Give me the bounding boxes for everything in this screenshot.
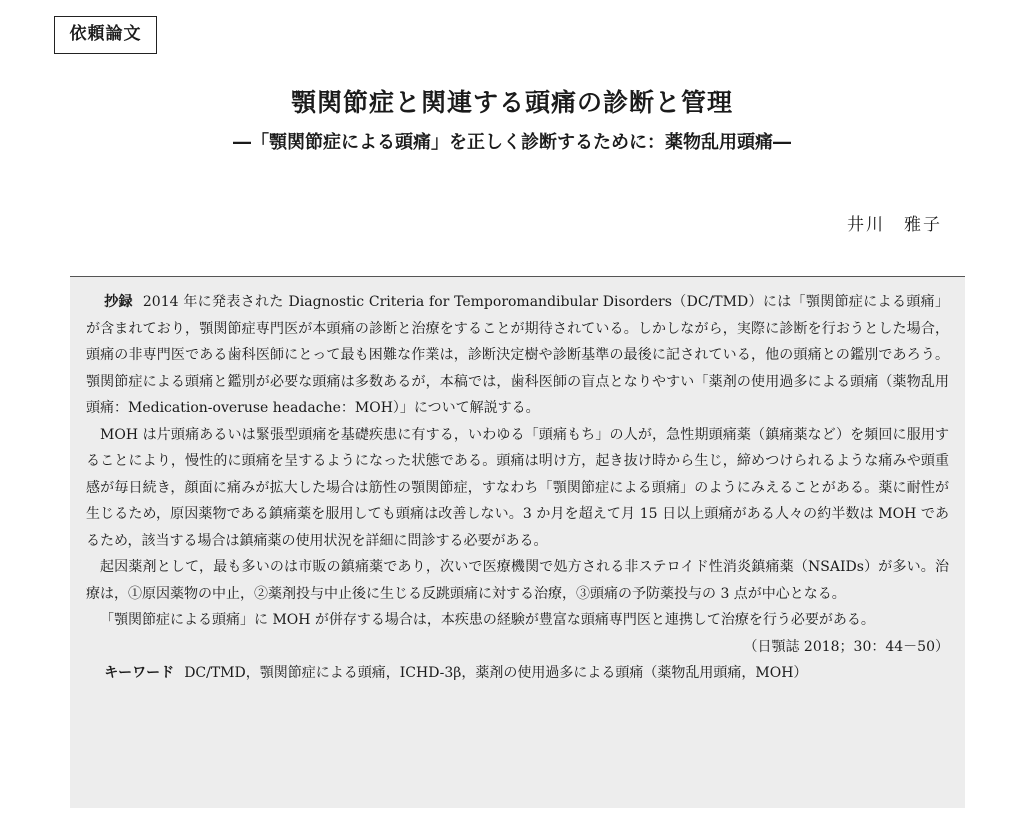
keywords-label: キーワード bbox=[104, 664, 175, 681]
citation: （日顎誌 2018；30：44－50） bbox=[743, 638, 949, 655]
abstract-paragraph: 起因薬剤として，最も多いのは市販の鎮痛薬であり，次いで医療機関で処方される非ステロイド性消炎鎮痛薬（NSAIDs）が多い。治療は，①原因薬物の中止，②薬剤投与中止後に生じる反跳頭痛に対する治療，③頭痛の予防薬投与の 3 点が中心となる。 bbox=[86, 559, 949, 602]
paper-title: 顎関節症と関連する頭痛の診断と管理 bbox=[290, 88, 733, 117]
keywords-text: DC/TMD，顎関節症による頭痛，ICHD-3β，薬剤の使用過多による頭痛（薬物乱用頭痛，MOH） bbox=[184, 664, 808, 681]
abstract-label: 抄録 bbox=[104, 294, 133, 310]
paper-subtitle: ―「顎関節症による頭痛」を正しく診断するために：薬物乱用頭痛― bbox=[233, 132, 791, 153]
abstract-box bbox=[70, 276, 965, 808]
abstract-paragraph bbox=[86, 289, 949, 422]
abstract-paragraph: 「顎関節症による頭痛」に MOH が併存する場合は，本疾患の経験が豊富な頭痛専門医と連携して治療を行う必要がある。 bbox=[100, 612, 875, 628]
keywords-line bbox=[86, 660, 949, 686]
abstract-paragraph-text: 2014 年に発表された Diagnostic Criteria for Temporomandibular Disorders（DC/TMD）には「顎関節症による頭痛」が含まれており，顎関節症専門医が本頭痛の診断と治療をすることが期待されている。しかしながら，実際に診断を行おうとした場合，頭痛の非専門医である歯科医師にとって最も困難な作業は，診断決定樹や診断基準の最後に記されている，他の頭痛との鑑別であろう。顎関節症による頭痛と鑑別が必要な頭痛は多数あるが，本稿では，歯科医師の盲点となりやすい「薬剤の使用過多による頭痛（薬物乱用頭痛：Medication-overuse headache：MOH）」について解説する。 bbox=[86, 294, 950, 416]
category-label: 依頼論文 bbox=[54, 16, 157, 54]
author-name: 井川 雅子 bbox=[847, 215, 942, 235]
abstract-paragraph: MOH は片頭痛あるいは緊張型頭痛を基礎疾患に有する，いわゆる「頭痛もち」の人が，急性期頭痛薬（鎮痛薬など）を頻回に服用することにより，慢性的に頭痛を呈するようになった状態である。頭痛は明け方，起き抜け時から生じ，締めつけられるような痛みや頭重感が毎日続き，顔面に痛みが拡大した場合は筋性の顎関節症，すなわち「顎関節症による頭痛」のようにみえることがある。薬に耐性が生じるため，原因薬物である鎮痛薬を服用しても頭痛は改善しない。3 か月を超えて月 15 日以上頭痛がある人々の約半数は MOH であるため，該当する場合は鎮痛薬の使用状況を詳細に問診する必要がある。 bbox=[86, 426, 949, 549]
